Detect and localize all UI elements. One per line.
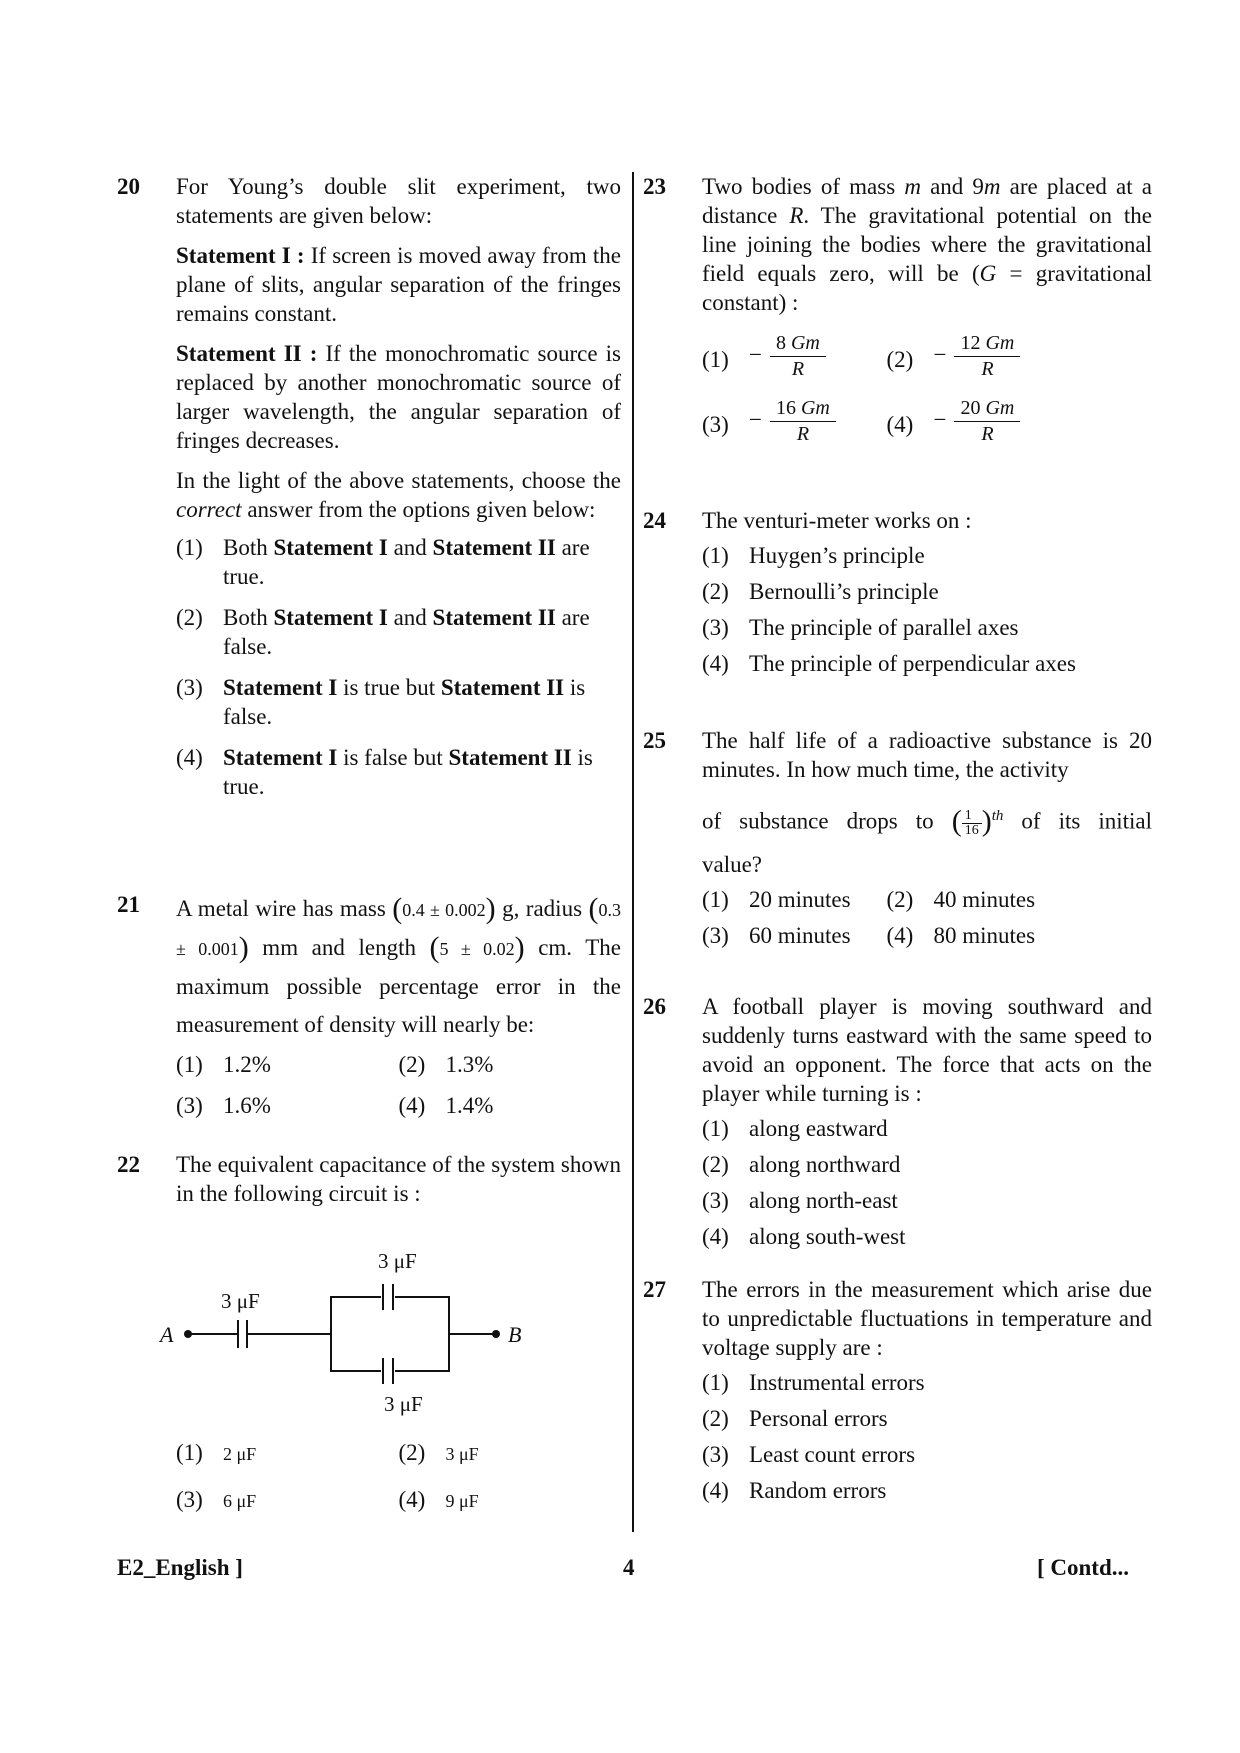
option-4: (4) The principle of perpendicular axes — [702, 651, 1076, 676]
question-23 — [643, 172, 1152, 459]
question-number: 24 — [643, 508, 666, 533]
statement-1: Statement I : If screen is moved away from the plane of slits, angular separation of the fringes remains constant. — [176, 243, 622, 326]
question-25 — [643, 726, 1152, 962]
terminal-a-dot — [184, 1330, 192, 1338]
question-instruction: In the light of the above statements, choose the correct answer from the options given below: — [176, 468, 621, 522]
option-2: (2) 3 μF — [398, 1440, 479, 1465]
question-24 — [643, 506, 1152, 685]
option-2: (2) along northward — [702, 1152, 901, 1177]
question-text-end: value? — [702, 851, 763, 877]
capacitor-circuit-diagram — [160, 1218, 665, 1418]
question-text: A football player is moving southward and suddenly turns eastward with the same speed to avoid an opponent. The force that acts on the player while turning is : — [702, 994, 1152, 1106]
question-number: 25 — [643, 728, 666, 753]
question-intro: For Young’s double slit experiment, two statements are given below: — [176, 174, 621, 228]
option-2: (2) − $\frac{12 Gm}{R}$ — [887, 331, 1153, 382]
question-21 — [117, 890, 621, 1132]
option-1: (1) 1.2% — [176, 1052, 271, 1077]
question-text: The errors in the measurement which arise due to unpredictable fluctuations in temperature and voltage supply are : — [702, 1277, 1152, 1360]
footer-page-number: 4 — [623, 1555, 635, 1580]
option-3: (3) 60 minutes — [702, 922, 851, 948]
option-3: (3) − $\frac{16 Gm}{R}$ — [702, 396, 887, 447]
option-4: (4) Statement I is false but Statement II is true. — [176, 745, 593, 799]
question-26 — [643, 992, 1152, 1258]
option-4: (4) 80 minutes — [886, 922, 1036, 948]
option-1: (1) 20 minutes — [702, 886, 851, 912]
options-grid — [176, 1050, 621, 1132]
option-3: (3) 6 μF — [176, 1487, 257, 1512]
option-1: (1) Instrumental errors — [702, 1370, 925, 1395]
option-4: (4) along south-west — [702, 1224, 906, 1249]
option-4: (4) Random errors — [702, 1478, 887, 1503]
option-3: (3) Statement I is true but Statement II is false. — [176, 675, 586, 729]
question-20 — [117, 172, 621, 808]
question-number: 22 — [117, 1152, 140, 1177]
option-1: (1) Huygen’s principle — [702, 543, 925, 568]
option-2: (2) Bernoulli’s principle — [702, 579, 939, 604]
footer-paper-code: E2_English ] — [117, 1555, 243, 1580]
option-2: (2) 1.3% — [398, 1052, 494, 1077]
option-4: (4) 1.4% — [398, 1093, 494, 1118]
option-2: (2) Both Statement I and Statement II are false. — [176, 605, 590, 659]
capacitor-series-label: 3 μF — [221, 1289, 260, 1313]
question-number: 26 — [643, 994, 666, 1019]
question-number: 23 — [643, 174, 666, 199]
question-number: 27 — [643, 1277, 666, 1302]
option-1: (1) along eastward — [702, 1116, 888, 1141]
question-number: 21 — [117, 892, 140, 917]
options-grid — [702, 885, 1152, 962]
terminal-a-label: A — [160, 1322, 174, 1347]
option-3: (3) The principle of parallel axes — [702, 615, 1019, 640]
question-text: The half life of a radioactive substance is 20 minutes. In how much time, the activity — [702, 728, 1152, 782]
question-text: The venturi-meter works on : — [702, 508, 972, 533]
question-text: A metal wire has mass (0.4 ± 0.002) g, radius (0.3 ± 0.001) mm and length (5 ± 0.02) cm. The maximum possible percentage error in the measurement of density will nearly be: — [176, 892, 621, 1037]
option-3: (3) Least count errors — [702, 1442, 916, 1467]
terminal-b-dot — [492, 1330, 500, 1338]
capacitor-bottom-label: 3 μF — [384, 1392, 423, 1416]
option-2: (2) 40 minutes — [886, 886, 1036, 912]
options-grid — [176, 1438, 621, 1528]
question-text: The equivalent capacitance of the system shown in the following circuit is : — [176, 1152, 621, 1206]
question-text-fraction-line: of substance drops to ( $\frac{1}{16}$ )$^{th}$ of its initial — [702, 804, 1152, 838]
option-4: (4) − $\frac{20 Gm}{R}$ — [887, 396, 1153, 447]
capacitor-top-label: 3 μF — [378, 1249, 417, 1273]
question-text: Two bodies of mass m and 9m are placed at a distance R. The gravitational potential on the line joining the bodies where the gravitational field equals zero, will be (G = gravitational constant) : — [702, 174, 1153, 315]
option-1: (1) 2 μF — [176, 1440, 257, 1465]
option-3: (3) 1.6% — [176, 1093, 271, 1118]
options-grid — [702, 331, 1152, 459]
question-22 — [117, 1150, 621, 1512]
option-2: (2) Personal errors — [702, 1406, 888, 1431]
question-27 — [643, 1275, 1152, 1512]
option-4: (4) 9 μF — [398, 1487, 479, 1512]
question-number: 20 — [117, 174, 140, 199]
statement-2: Statement II : If the monochromatic source is replaced by another monochromatic source of larger wavelength, the angular separation of fringes decreases. — [176, 341, 621, 453]
option-3: (3) along north-east — [702, 1188, 898, 1213]
option-1: (1) Both Statement I and Statement II are true. — [176, 535, 590, 589]
terminal-b-label: B — [508, 1322, 522, 1347]
footer-continued: [ Contd... — [1037, 1555, 1130, 1580]
option-1: (1) − $\frac{8 Gm}{R}$ — [702, 331, 887, 382]
